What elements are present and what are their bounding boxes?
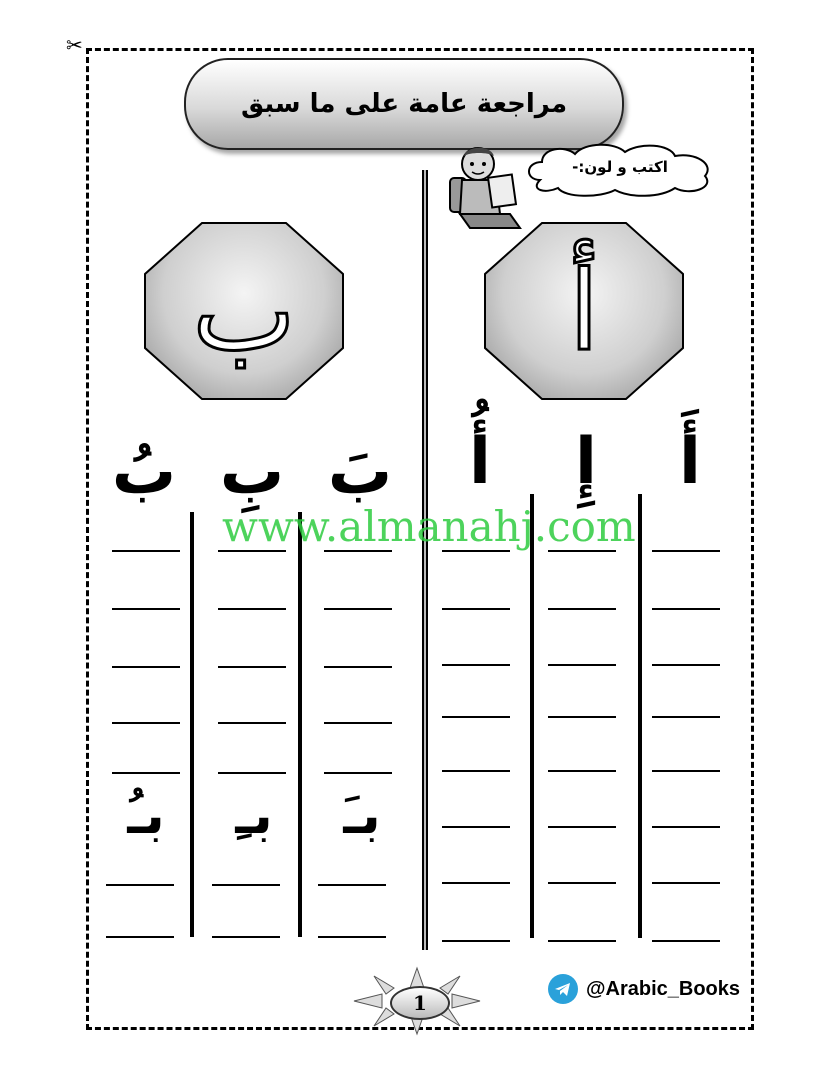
column-separator: [530, 494, 534, 938]
octagon-letter-baa: ب: [192, 247, 296, 375]
page-title: مراجعة عامة على ما سبق: [240, 89, 568, 119]
scissors-icon: ✂: [66, 33, 83, 57]
letter-baa-damma: بُ: [111, 435, 177, 509]
letter-alif-kasra: إِ: [575, 425, 597, 499]
watermark-text: www.almanahj.com: [222, 502, 636, 551]
instruction-text: اكتب و لون:-: [572, 158, 668, 176]
column-separator: [638, 494, 642, 938]
telegram-icon: [548, 974, 578, 1004]
letter-baa-initial-kasra: بـِ: [235, 786, 273, 846]
octagon-letter-alif: أ: [568, 247, 600, 375]
letter-baa-initial-damma: بـُ: [127, 786, 165, 846]
letter-alif-damma: أُ: [469, 425, 491, 499]
center-divider: [422, 170, 428, 950]
letter-baa-fatha: بَ: [327, 435, 393, 509]
letter-baa-kasra: بِ: [219, 435, 285, 509]
reading-kid-illustration: [440, 142, 530, 232]
page-number: 1: [390, 986, 450, 1020]
telegram-badge: [548, 974, 740, 1004]
letter-baa-initial-fatha: بـَ: [343, 786, 381, 846]
column-separator: [190, 512, 194, 937]
telegram-handle: @Arabic_Books: [586, 977, 740, 1000]
column-separator: [298, 512, 302, 937]
title-banner: [184, 58, 624, 150]
letter-alif-fatha: أَ: [679, 425, 701, 499]
